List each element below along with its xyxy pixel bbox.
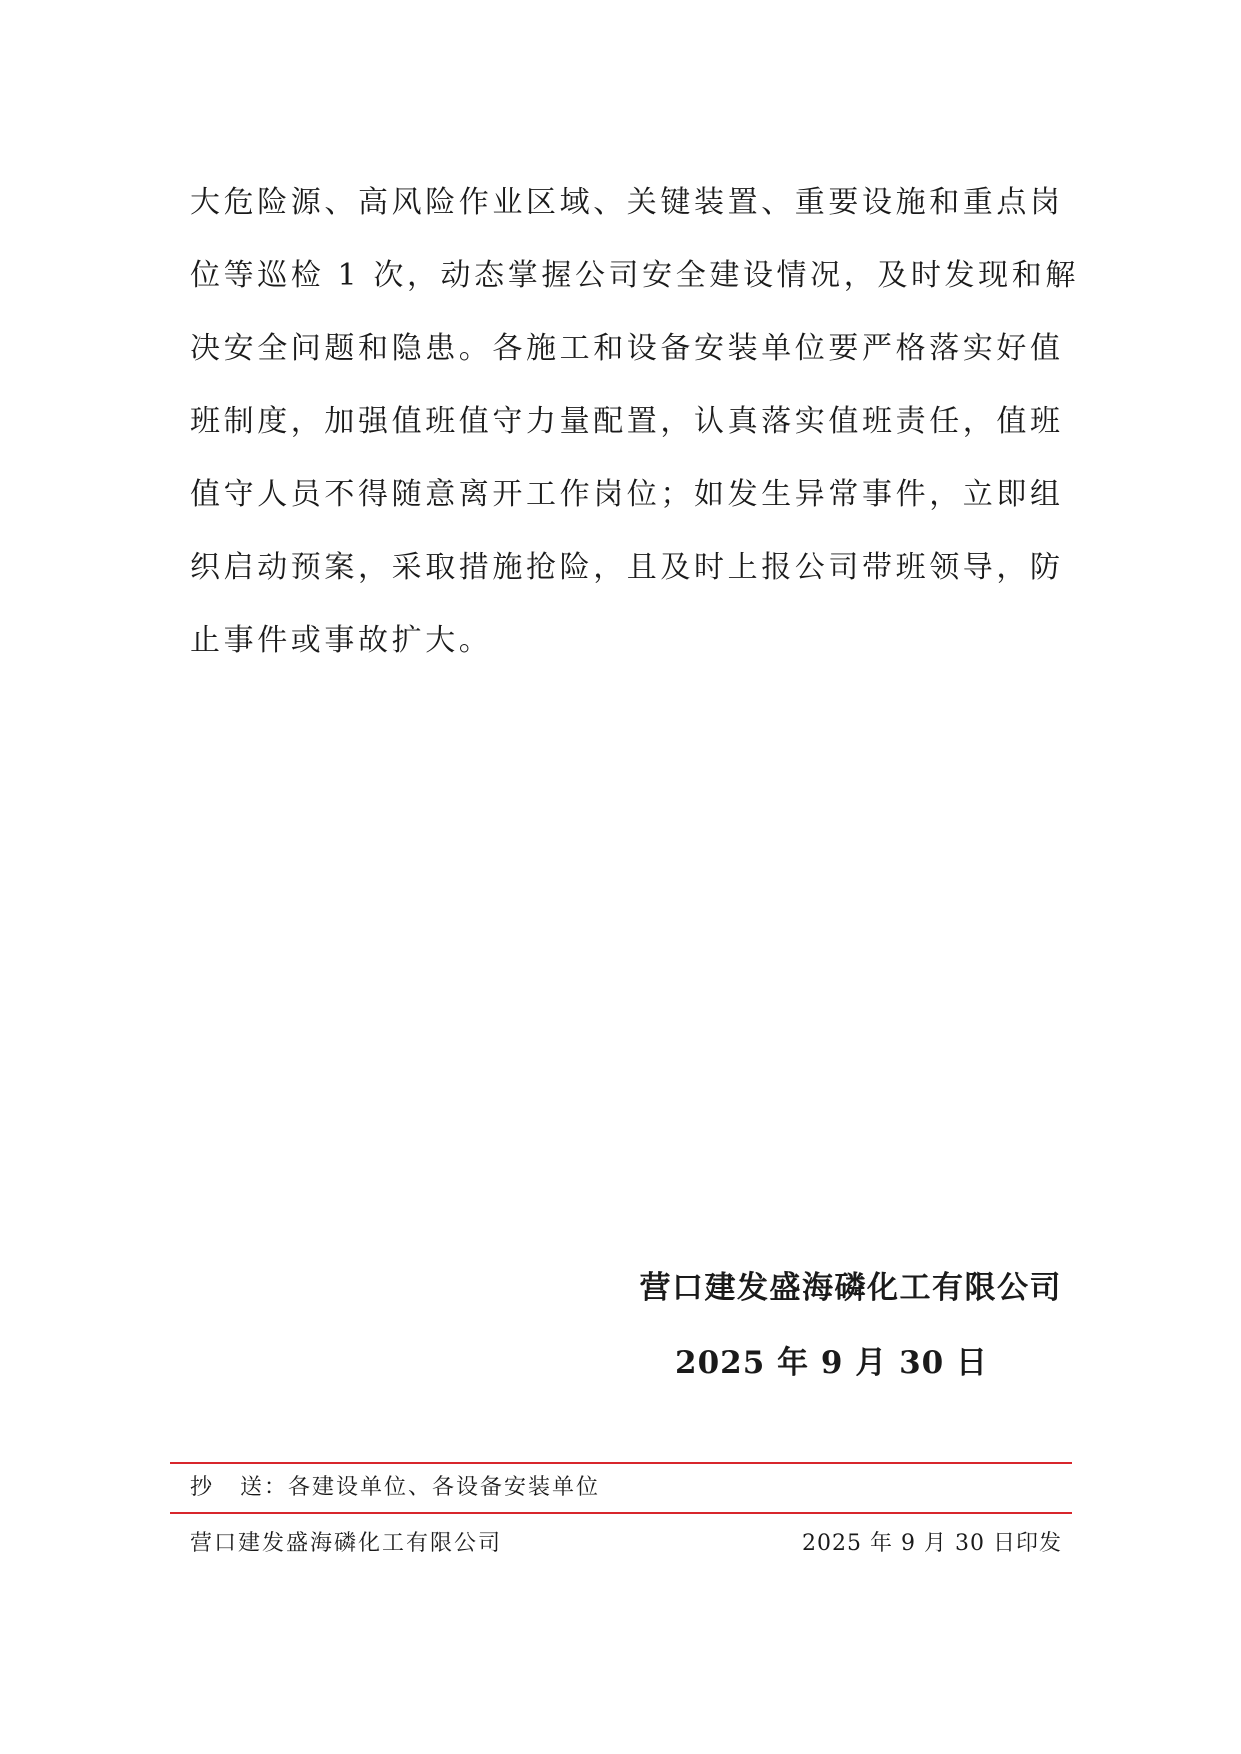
distribution-top-rule xyxy=(170,1462,1072,1464)
body-line-7: 止事件或事故扩大。 xyxy=(190,623,493,658)
distribution-label-first: 抄 xyxy=(190,1475,215,1500)
body-line-1: 大危险源、高风险作业区域、关键装置、重要设施和重点岗 xyxy=(190,185,1064,220)
body-line-4: 班制度，加强值班值守力量配置，认真落实值班责任，值班 xyxy=(190,404,1064,439)
body-line-6: 织启动预案，采取措施抢险，且及时上报公司带班领导，防 xyxy=(190,550,1064,585)
body-line-5: 值守人员不得随意离开工作岗位；如发生异常事件，立即组 xyxy=(190,477,1064,512)
footer-issue-date: 2025 年 9 月 30 日印发 xyxy=(802,1531,1062,1556)
body-line-3: 决安全问题和隐患。各施工和设备安装单位要严格落实好值 xyxy=(190,331,1064,366)
distribution-bottom-rule xyxy=(170,1512,1072,1514)
distribution-recipients: 各建设单位、各设备安装单位 xyxy=(288,1475,601,1500)
signature-date: 2025 年 9 月 30 日 xyxy=(675,1345,988,1381)
footer-issuer: 营口建发盛海磷化工有限公司 xyxy=(190,1531,503,1556)
distribution-label-second: 送： xyxy=(240,1475,289,1500)
distribution-line xyxy=(190,1470,600,1506)
signature-organization: 营口建发盛海磷化工有限公司 xyxy=(639,1270,1062,1306)
body-paragraph xyxy=(190,166,1079,677)
body-line-2: 位等巡检 1 次，动态掌握公司安全建设情况，及时发现和解 xyxy=(190,258,1079,293)
